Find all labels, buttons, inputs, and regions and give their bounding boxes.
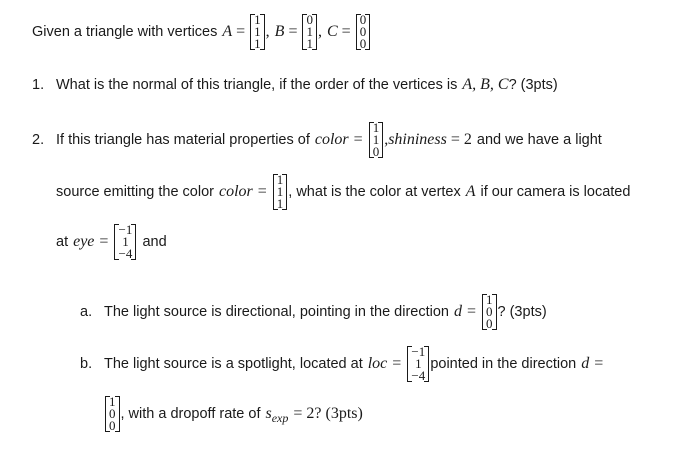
question-2-text: and we have a light xyxy=(476,132,602,148)
color-label: color xyxy=(218,183,253,200)
question-number: 1. xyxy=(32,77,45,93)
question-2-text: source emitting the color xyxy=(56,184,214,200)
matrix-entry: 0 xyxy=(486,304,493,319)
vertex-a-matrix xyxy=(250,14,265,50)
subquestion-a-text: The light source is directional, pointing in the direction xyxy=(104,304,449,320)
direction-matrix xyxy=(482,294,497,330)
intro-line xyxy=(32,12,371,52)
matrix-entry: 1 xyxy=(415,356,422,371)
matrix-entry: 1 xyxy=(254,36,261,51)
matrix-entry: 0 xyxy=(306,12,313,27)
subquestion-b-line-1 xyxy=(80,342,603,386)
subquestion-b-text: , with a dropoff rate of xyxy=(120,406,261,422)
equals-sign: = xyxy=(466,303,477,320)
vertex-b-label: B xyxy=(274,23,285,40)
subquestion-letter: a. xyxy=(80,304,93,320)
subquestion-a-points: ? (3pts) xyxy=(497,304,547,320)
material-color-matrix xyxy=(369,122,384,158)
vertex-c-label: C xyxy=(326,23,338,40)
vertex-label: A xyxy=(465,183,476,200)
matrix-entry: 1 xyxy=(276,184,284,199)
matrix-entry: 1 xyxy=(372,132,380,147)
matrix-entry: 0 xyxy=(359,12,367,27)
vertex-a-label: A xyxy=(222,23,233,40)
equals-sign: = xyxy=(99,233,109,250)
location-label: loc xyxy=(367,355,388,372)
matrix-entry: 1 xyxy=(372,120,380,135)
matrix-entry: −4 xyxy=(411,368,426,383)
location-matrix xyxy=(407,346,429,382)
eye-matrix xyxy=(114,224,136,260)
subquestion-b-line-2 xyxy=(104,392,363,436)
equals-sign: = xyxy=(594,355,604,372)
equals-sign: = xyxy=(392,355,402,372)
matrix-entry: 0 xyxy=(486,316,493,331)
matrix-entry: −4 xyxy=(118,246,133,261)
light-color-matrix xyxy=(273,174,288,210)
matrix-entry: 1 xyxy=(254,12,261,27)
subquestion-b-text: pointed in the direction xyxy=(430,356,577,372)
vertex-c-matrix xyxy=(356,14,371,50)
equals-sign: = xyxy=(353,131,363,148)
matrix-entry: 0 xyxy=(109,418,116,433)
comma: , xyxy=(384,131,389,148)
shininess-label: shininess xyxy=(388,131,447,148)
color-label: color xyxy=(314,131,349,148)
vertex-order: A, B, C xyxy=(462,76,509,93)
question-2-text: If this triangle has material properties of xyxy=(56,132,310,148)
matrix-entry: −1 xyxy=(118,222,133,237)
eye-label: eye xyxy=(73,233,95,250)
question-2-text: if our camera is located xyxy=(480,184,631,200)
dropoff-symbol: s xyxy=(265,405,272,422)
subquestion-b-text: The light source is a spotlight, located at xyxy=(104,356,363,372)
matrix-entry: 0 xyxy=(359,24,367,39)
comma: , xyxy=(265,23,270,40)
question-2-line-3 xyxy=(56,220,167,264)
matrix-entry: 1 xyxy=(276,172,284,187)
question-2-text: , what is the color at vertex xyxy=(288,184,461,200)
equals-sign: = xyxy=(341,23,351,40)
question-2-text: and xyxy=(142,234,167,250)
comma: , xyxy=(317,23,322,40)
question-1-text: What is the normal of this triangle, if the order of the vertices is xyxy=(56,77,458,93)
question-2-line-2 xyxy=(56,171,630,213)
matrix-entry: 1 xyxy=(109,394,116,409)
equals-sign: = xyxy=(236,23,246,40)
question-1-points: ? (3pts) xyxy=(508,77,558,93)
question-2-text: at xyxy=(56,234,69,250)
spotlight-direction-matrix xyxy=(105,396,120,432)
matrix-entry: 0 xyxy=(372,144,380,159)
matrix-entry: 1 xyxy=(254,24,261,39)
matrix-entry: 1 xyxy=(306,36,313,51)
subquestion-letter: b. xyxy=(80,356,93,372)
shininess-value: = 2 xyxy=(450,131,472,148)
direction-label: d xyxy=(453,303,462,320)
matrix-entry: 0 xyxy=(359,36,367,51)
matrix-entry: 0 xyxy=(109,406,116,421)
matrix-entry: 1 xyxy=(122,234,129,249)
vertex-b-matrix xyxy=(302,14,317,50)
matrix-entry: −1 xyxy=(411,344,426,359)
subquestion-a xyxy=(80,290,547,334)
matrix-entry: 1 xyxy=(306,24,313,39)
equals-sign: = xyxy=(288,23,298,40)
direction-label: d xyxy=(581,355,590,372)
question-2-line-1 xyxy=(32,120,602,160)
matrix-entry: 1 xyxy=(486,292,493,307)
dropoff-value: = 2? (3pts) xyxy=(293,405,363,422)
matrix-entry: 1 xyxy=(276,196,284,211)
intro-text: Given a triangle with vertices xyxy=(32,24,218,40)
question-1 xyxy=(32,74,558,96)
equals-sign: = xyxy=(257,183,267,200)
question-number: 2. xyxy=(32,132,45,148)
dropoff-subscript: exp xyxy=(271,410,289,425)
